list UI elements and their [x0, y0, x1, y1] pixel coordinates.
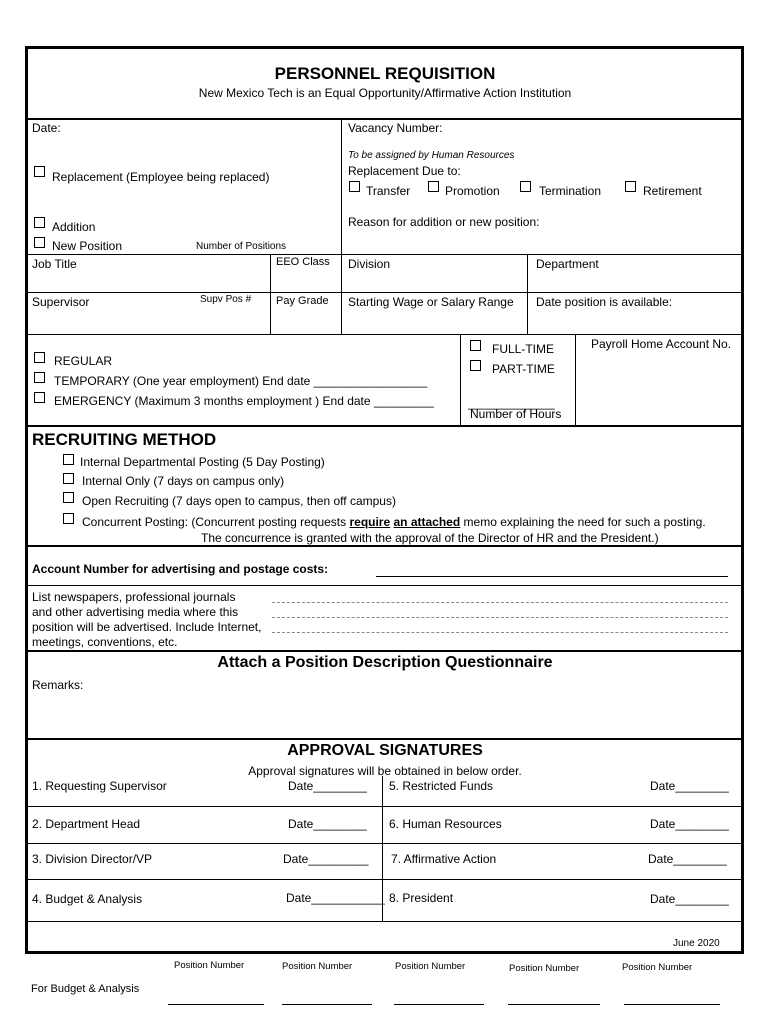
regular-label: REGULAR [54, 354, 113, 368]
number-of-hours-label: Number of Hours [470, 407, 562, 421]
position-number-label-2: Position Number [282, 961, 353, 972]
sig-date-3[interactable]: Date_________ [283, 852, 369, 866]
sig-restricted-funds: 5. Restricted Funds [389, 779, 494, 793]
advertising-line-4: meetings, conventions, etc. [32, 635, 178, 649]
account-number-label: Account Number for advertising and postage costs: [32, 562, 329, 576]
temporary-label: TEMPORARY (One year employment) End date _________________ [54, 374, 428, 388]
addition-checkbox[interactable] [34, 217, 45, 228]
division-label: Division [348, 257, 391, 271]
concurrent-posting-checkbox[interactable] [63, 513, 74, 524]
rule-approval [27, 738, 742, 740]
position-number-label-1: Position Number [174, 960, 245, 971]
rule-supervisor [27, 292, 742, 293]
position-number-label-3: Position Number [395, 961, 466, 972]
retirement-label: Retirement [643, 184, 702, 198]
rule-sig-1 [27, 806, 742, 807]
vrule-payroll [575, 334, 576, 425]
eeo-class-label: EEO Class [276, 256, 330, 268]
internal-departmental-label: Internal Departmental Posting (5 Day Posting) [80, 455, 325, 469]
rule-recruiting [27, 425, 742, 427]
regular-checkbox[interactable] [34, 352, 45, 363]
sig-date-1[interactable]: Date________ [288, 779, 367, 793]
sig-division-director: 3. Division Director/VP [32, 852, 153, 866]
transfer-checkbox[interactable] [349, 181, 360, 192]
attach-heading: Attach a Position Description Questionnaire [217, 654, 553, 671]
termination-checkbox[interactable] [520, 181, 531, 192]
account-number-line[interactable] [376, 564, 728, 577]
rule-employment [27, 334, 742, 335]
page-title: PERSONNEL REQUISITION [274, 64, 496, 83]
recruiting-heading: RECRUITING METHOD [32, 430, 217, 449]
sig-date-4[interactable]: Date___________ [286, 891, 385, 905]
sig-date-8[interactable]: Date________ [650, 892, 729, 906]
page-subtitle: New Mexico Tech is an Equal Opportunity/Affirmative Action Institution [198, 86, 572, 100]
starting-wage-label: Starting Wage or Salary Range [348, 295, 514, 309]
sig-department-head: 2. Department Head [32, 817, 141, 831]
require-text: require [349, 515, 391, 529]
concurrent-posting-note: The concurrence is granted with the approval of the Director of HR and the President.) [201, 531, 659, 545]
vrule-fulltime [460, 334, 461, 425]
rule-advertising [27, 585, 742, 586]
vrule-main [341, 118, 342, 334]
sig-date-2[interactable]: Date________ [288, 817, 367, 831]
position-number-line-1[interactable] [168, 1004, 264, 1005]
termination-label: Termination [539, 184, 602, 198]
concurrent-posting-label: Concurrent Posting: (Concurrent posting requests require an attached memo explaining the need for such a posting. [82, 515, 706, 529]
transfer-label: Transfer [366, 184, 411, 198]
date-label: Date: [32, 121, 61, 135]
attached-text: an attached [393, 515, 461, 529]
rule-sig-2 [27, 843, 742, 844]
temporary-checkbox[interactable] [34, 372, 45, 383]
promotion-checkbox[interactable] [428, 181, 439, 192]
rule-sig-3 [27, 879, 742, 880]
advertising-blank-2[interactable] [272, 617, 728, 618]
remarks-label: Remarks: [32, 678, 84, 692]
internal-only-checkbox[interactable] [63, 473, 74, 484]
sig-date-6[interactable]: Date________ [650, 817, 729, 831]
vacancy-number-label: Vacancy Number: [348, 121, 443, 135]
advertising-blank-3[interactable] [272, 632, 728, 633]
sig-requesting-supervisor: 1. Requesting Supervisor [32, 779, 167, 793]
for-budget-analysis-label: For Budget & Analysis [31, 983, 140, 995]
revision-date: June 2020 [673, 938, 720, 949]
sig-human-resources: 6. Human Resources [389, 817, 502, 831]
rule-attach [27, 650, 742, 652]
position-number-label-5: Position Number [622, 962, 693, 973]
number-of-positions-label: Number of Positions [196, 241, 287, 252]
reason-label: Reason for addition or new position: [348, 215, 540, 229]
full-time-checkbox[interactable] [470, 340, 481, 351]
advertising-blank-1[interactable] [272, 602, 728, 603]
job-title-label: Job Title [32, 257, 77, 271]
hours-blank[interactable]: _____________ [468, 396, 555, 410]
supv-pos-label: Supv Pos # [200, 294, 252, 305]
advertising-line-1: List newspapers, professional journals [32, 590, 236, 604]
payroll-account-label: Payroll Home Account No. [591, 337, 732, 351]
open-recruiting-label: Open Recruiting (7 days open to campus, then off campus) [82, 494, 396, 508]
emergency-checkbox[interactable] [34, 392, 45, 403]
sig-date-7[interactable]: Date________ [648, 852, 727, 866]
approval-subheading: Approval signatures will be obtained in below order. [248, 764, 522, 778]
replacement-label: Replacement (Employee being replaced) [52, 170, 270, 184]
retirement-checkbox[interactable] [625, 181, 636, 192]
rule-header [27, 118, 742, 120]
sig-president: 8. President [389, 891, 454, 905]
position-number-line-5[interactable] [624, 1004, 720, 1005]
open-recruiting-checkbox[interactable] [63, 492, 74, 503]
sig-date-5[interactable]: Date________ [650, 779, 729, 793]
sig-affirmative-action: 7. Affirmative Action [391, 852, 497, 866]
department-label: Department [536, 257, 599, 271]
internal-only-label: Internal Only (7 days on campus only) [82, 474, 285, 488]
position-number-line-4[interactable] [508, 1004, 600, 1005]
replacement-due-label: Replacement Due to: [348, 164, 461, 178]
vrule-department [527, 254, 528, 334]
vacancy-note: To be assigned by Human Resources [348, 150, 515, 161]
new-position-checkbox[interactable] [34, 237, 45, 248]
rule-sig-4 [27, 921, 742, 922]
full-time-label: FULL-TIME [492, 342, 555, 356]
internal-departmental-checkbox[interactable] [63, 454, 74, 465]
sig-budget-analysis: 4. Budget & Analysis [32, 892, 143, 906]
new-position-label: New Position [52, 239, 123, 253]
emergency-label: EMERGENCY (Maximum 3 months employment ) End date _________ [54, 394, 434, 408]
addition-label: Addition [52, 220, 96, 234]
rule-job [27, 254, 742, 255]
supervisor-label: Supervisor [32, 295, 90, 309]
position-number-line-3[interactable] [394, 1004, 484, 1005]
advertising-line-3: position will be advertised. Include Internet, [32, 620, 262, 634]
position-number-line-2[interactable] [282, 1004, 372, 1005]
replacement-checkbox[interactable] [34, 166, 45, 177]
pay-grade-label: Pay Grade [276, 295, 329, 307]
promotion-label: Promotion [445, 184, 500, 198]
position-number-label-4: Position Number [509, 963, 580, 974]
approval-heading: APPROVAL SIGNATURES [287, 742, 483, 759]
date-available-label: Date position is available: [536, 295, 673, 309]
rule-account [27, 545, 742, 547]
part-time-label: PART-TIME [492, 362, 555, 376]
part-time-checkbox[interactable] [470, 360, 481, 371]
vrule-eeo [270, 254, 271, 334]
advertising-line-2: and other advertising media where this [32, 605, 239, 619]
